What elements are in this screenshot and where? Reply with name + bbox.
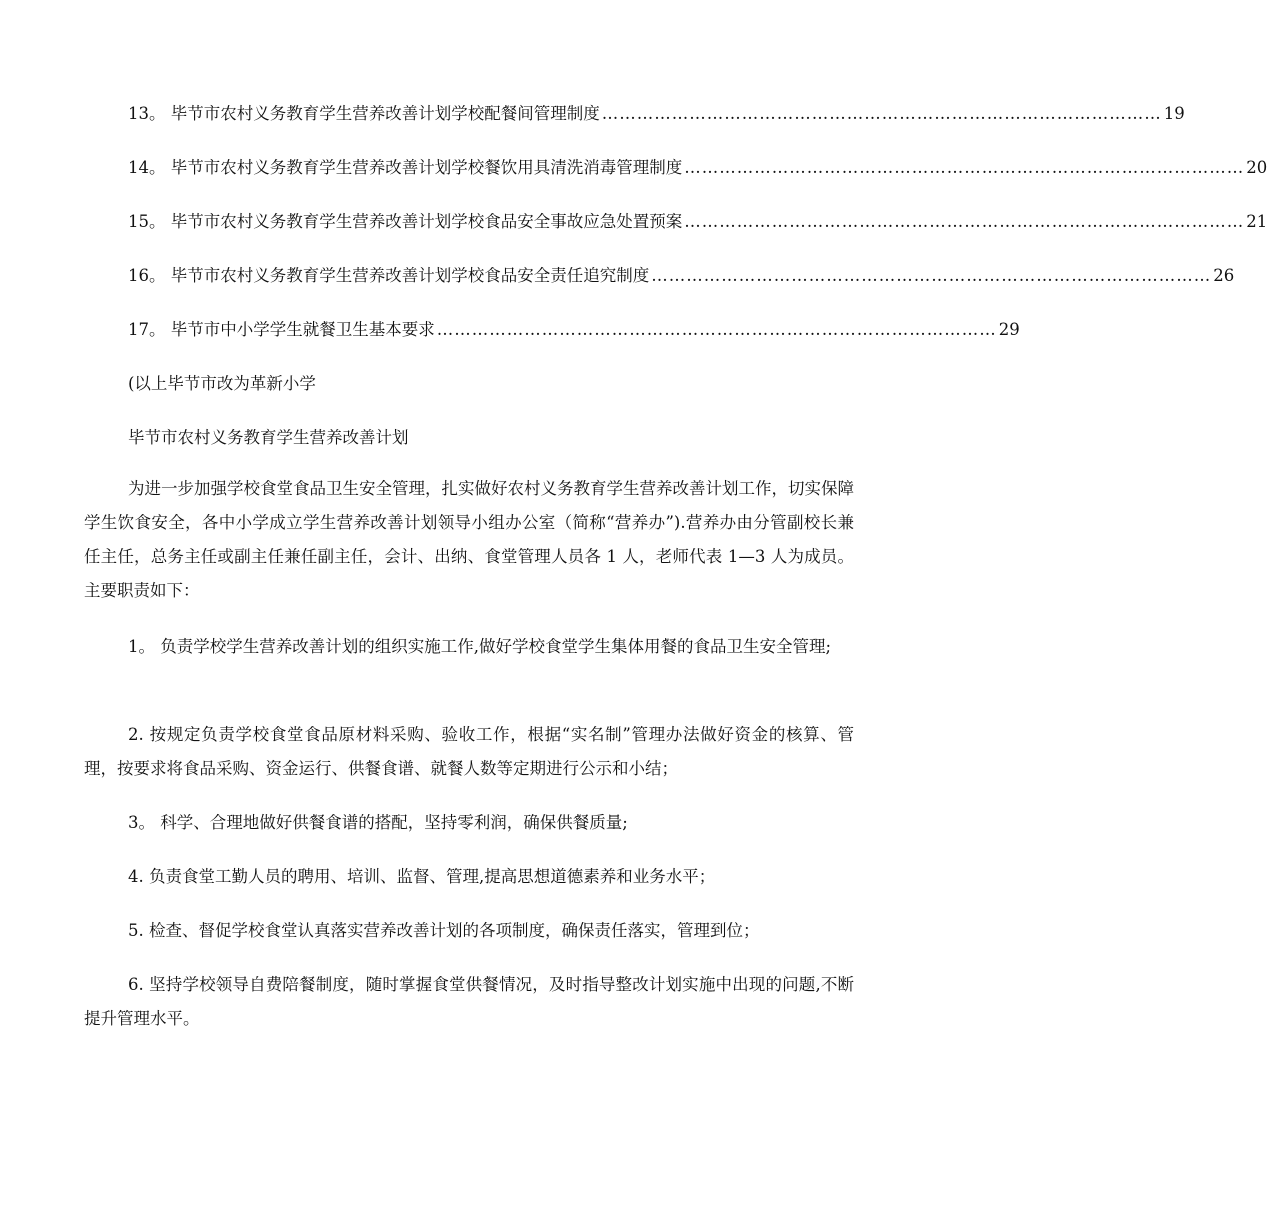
toc-leader-dots: …………………………………………………………………………………… bbox=[601, 104, 1162, 123]
toc-entry-page: 26 bbox=[1213, 266, 1235, 285]
toc-entry[interactable] bbox=[128, 316, 1020, 340]
toc-entry[interactable] bbox=[128, 100, 1185, 124]
toc-entry[interactable] bbox=[128, 154, 1267, 178]
toc-leader-dots: …………………………………………………………………………………… bbox=[684, 158, 1245, 177]
toc-entry-label: 13。 毕节市农村义务教育学生营养改善计划学校配餐间管理制度 bbox=[128, 104, 600, 123]
toc-leader-dots: …………………………………………………………………………………… bbox=[651, 266, 1212, 285]
toc-entry[interactable] bbox=[128, 208, 1267, 232]
toc-entry-label: 16。 毕节市农村义务教育学生营养改善计划学校食品安全责任追究制度 bbox=[128, 266, 650, 285]
toc-leader-dots: …………………………………………………………………………………… bbox=[684, 212, 1245, 231]
duty-item: 6. 坚持学校领导自费陪餐制度，随时掌握食堂供餐情况，及时指导整改计划实施中出现的问题,不断提升管理水平。 bbox=[84, 975, 854, 1028]
duty-item: 3。 科学、合理地做好供餐食谱的搭配，坚持零利润，确保供餐质量; bbox=[128, 813, 628, 832]
toc-entry-page: 19 bbox=[1163, 104, 1185, 123]
editor-note: (以上毕节市改为革新小学 bbox=[128, 374, 316, 393]
duty-item: 2. 按规定负责学校食堂食品原材料采购、验收工作，根据“实名制”管理办法做好资金的核算、管理，按要求将食品采购、资金运行、供餐食谱、就餐人数等定期进行公示和小结； bbox=[84, 725, 854, 778]
duty-item: 1。 负责学校学生营养改善计划的组织实施工作,做好学校食堂学生集体用餐的食品卫生安全管理; bbox=[128, 637, 832, 656]
toc-entry-label: 17。 毕节市中小学学生就餐卫生基本要求 bbox=[128, 320, 435, 339]
section-title: 毕节市农村义务教育学生营养改善计划 bbox=[128, 428, 409, 447]
toc-leader-dots: …………………………………………………………………………………… bbox=[436, 320, 997, 339]
toc-entry-page: 20 bbox=[1246, 158, 1267, 177]
toc-entry-label: 15。 毕节市农村义务教育学生营养改善计划学校食品安全事故应急处置预案 bbox=[128, 212, 683, 231]
toc-entry-label: 14。 毕节市农村义务教育学生营养改善计划学校餐饮用具清洗消毒管理制度 bbox=[128, 158, 683, 177]
toc-entry[interactable] bbox=[128, 262, 1235, 286]
duty-item: 5. 检查、督促学校食堂认真落实营养改善计划的各项制度，确保责任落实，管理到位； bbox=[128, 921, 760, 940]
toc-entry-page: 21 bbox=[1246, 212, 1267, 231]
toc-entry-page: 29 bbox=[998, 320, 1020, 339]
intro-paragraph: 为进一步加强学校食堂食品卫生安全管理，扎实做好农村义务教育学生营养改善计划工作，切实保障学生饮食安全，各中小学成立学生营养改善计划领导小组办公室（简称“营养办”).营养办由分管副校长兼任主任，总务主任或副主任兼任副主任，会计、出纳、食堂管理人员各 1 人，老师代表 1—3 人为成员。主要职责如下： bbox=[84, 479, 854, 600]
duty-item: 4. 负责食堂工勤人员的聘用、培训、监督、管理,提高思想道德素养和业务水平； bbox=[128, 867, 716, 886]
